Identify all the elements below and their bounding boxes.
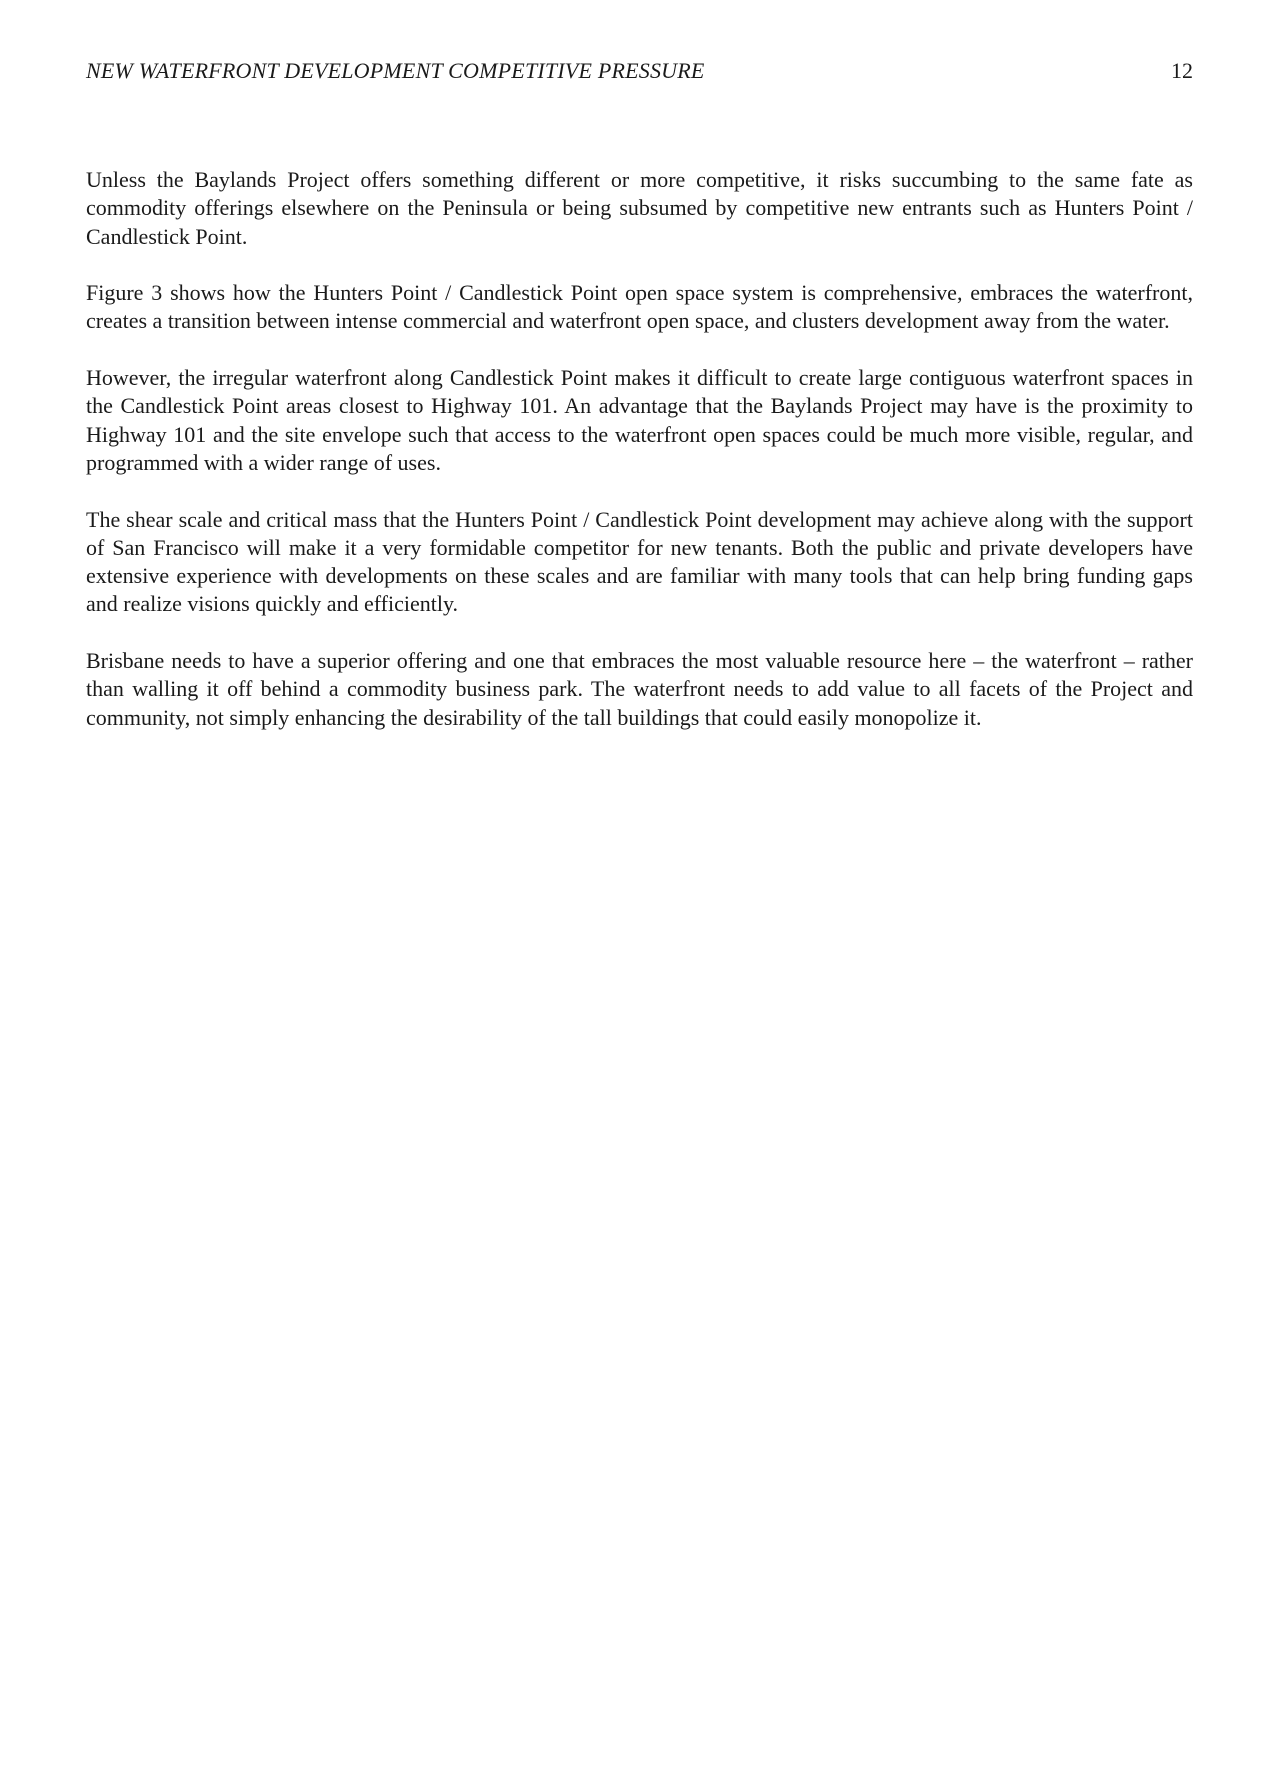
paragraph: Figure 3 shows how the Hunters Point / Candlestick Point open space system is comprehensive, embraces the waterfront, creates a transition between intense commercial and waterfront open space, and clusters development away from the water. (86, 280, 1193, 334)
page-number: 12 (1171, 58, 1193, 83)
running-header (86, 56, 1193, 86)
body-text (86, 166, 1193, 760)
paragraph: Unless the Baylands Project offers something different or more competitive, it risks succumbing to the same fate as commodity offerings elsewhere on the Peninsula or being subsumed by competitive new entrants such as Hunters Point / Candlestick Point. (86, 167, 1193, 249)
paragraph: However, the irregular waterfront along Candlestick Point makes it difficult to create large contiguous waterfront spaces in the Candlestick Point areas closest to Highway 101. An advantage that the Baylands Project may have is the proximity to Highway 101 and the site envelope such that access to the waterfront open spaces could be much more visible, regular, and programmed with a wider range of uses. (86, 365, 1193, 475)
paragraph: Brisbane needs to have a superior offering and one that embraces the most valuable resource here – the waterfront – rather than walling it off behind a commodity business park. The waterfront needs to add value to all facets of the Project and community, not simply enhancing the desirability of the tall buildings that could easily monopolize it. (86, 648, 1193, 730)
paragraph: The shear scale and critical mass that the Hunters Point / Candlestick Point development may achieve along with the support of San Francisco will make it a very formidable competitor for new tenants. Both the public and private developers have extensive experience with developments on these scales and are familiar with many tools that can help bring funding gaps and realize visions quickly and efficiently. (86, 506, 1193, 617)
running-title: NEW WATERFRONT DEVELOPMENT COMPETITIVE PRESSURE (86, 58, 705, 83)
document-page (86, 0, 1193, 1785)
